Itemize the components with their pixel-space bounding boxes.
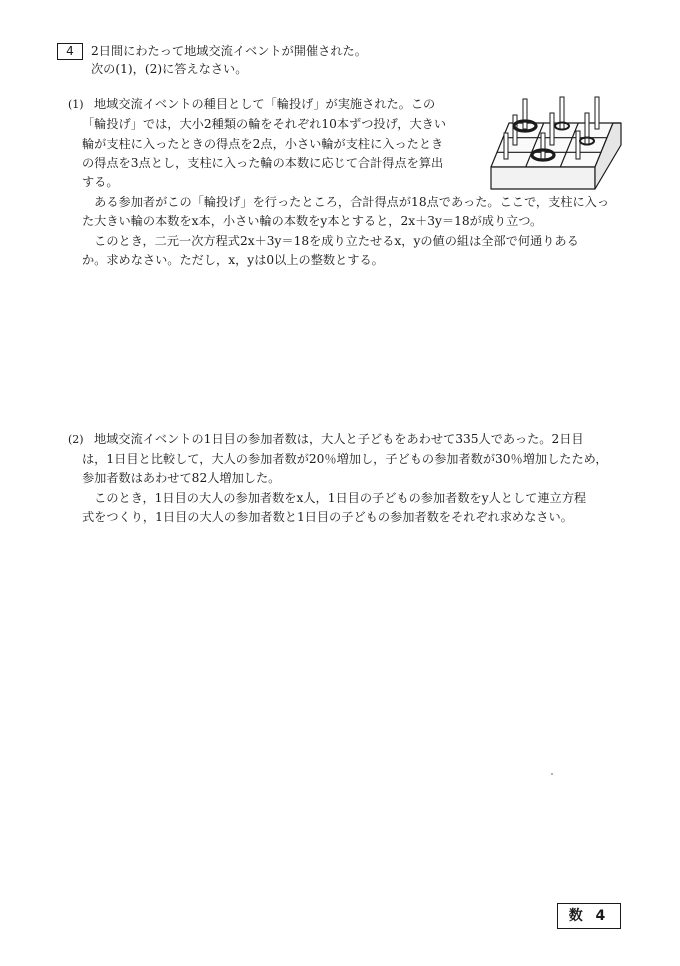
part2-line-3: 参加者数はあわせて82人増加した。: [82, 471, 281, 485]
part2-line-2: は，1日目と比較して，大人の参加者数が20％増加し，子どもの参加者数が30％増加したため，: [82, 452, 608, 466]
part1-line-6: ある参加者がこの「輪投げ」を行ったところ，合計得点が18点であった。ここで，支柱に入っ: [82, 195, 610, 209]
part1-line-1: 地域交流イベントの種目として「輪投げ」が実施された。この: [94, 97, 436, 111]
part2-line-4: このとき，1日目の大人の参加者数をx人，1日目の子どもの参加者数をy人として連立方程: [82, 491, 587, 505]
part1-line-3: 輪が支柱に入ったときの得点を2点，小さい輪が支柱に入ったとき: [82, 137, 444, 151]
scan-dot: [551, 773, 553, 775]
part1-line-5: する。: [82, 175, 119, 189]
part1-line-8: このとき，二元一次方程式2x＋3y＝18を成り立たせるx，yの値の組は全部で何通りある: [82, 234, 579, 248]
intro-line-1: 2日間にわたって地域交流イベントが開催された。: [91, 44, 367, 58]
part2-line-1: 地域交流イベントの1日目の参加者数は，大人と子どもをあわせて335人であった。2日目: [94, 432, 584, 446]
part2-label: (2): [68, 433, 84, 446]
page-label: 数 4: [557, 903, 621, 929]
ring-toss-board-illustration: [487, 93, 625, 193]
intro-line-2: 次の(1)，(2)に答えなさい。: [91, 62, 248, 76]
part1-line-2: 「輪投げ」では，大小2種類の輪をそれぞれ10本ずつ投げ，大きい: [82, 117, 447, 131]
part1-line-9: か。求めなさい。ただし，x，yは0以上の整数とする。: [82, 253, 384, 267]
question-number: 4: [57, 43, 83, 60]
part1-line-4: の得点を3点とし，支柱に入った輪の本数に応じて合計得点を算出: [82, 156, 444, 170]
part2-line-5: 式をつくり，1日目の大人の参加者数と1日目の子どもの参加者数をそれぞれ求めなさい。: [82, 510, 573, 524]
part1-label: (1): [68, 98, 84, 111]
part1-line-7: た大きい輪の本数をx本，小さい輪の本数をy本とすると，2x＋3y＝18が成り立つ。: [82, 214, 543, 228]
